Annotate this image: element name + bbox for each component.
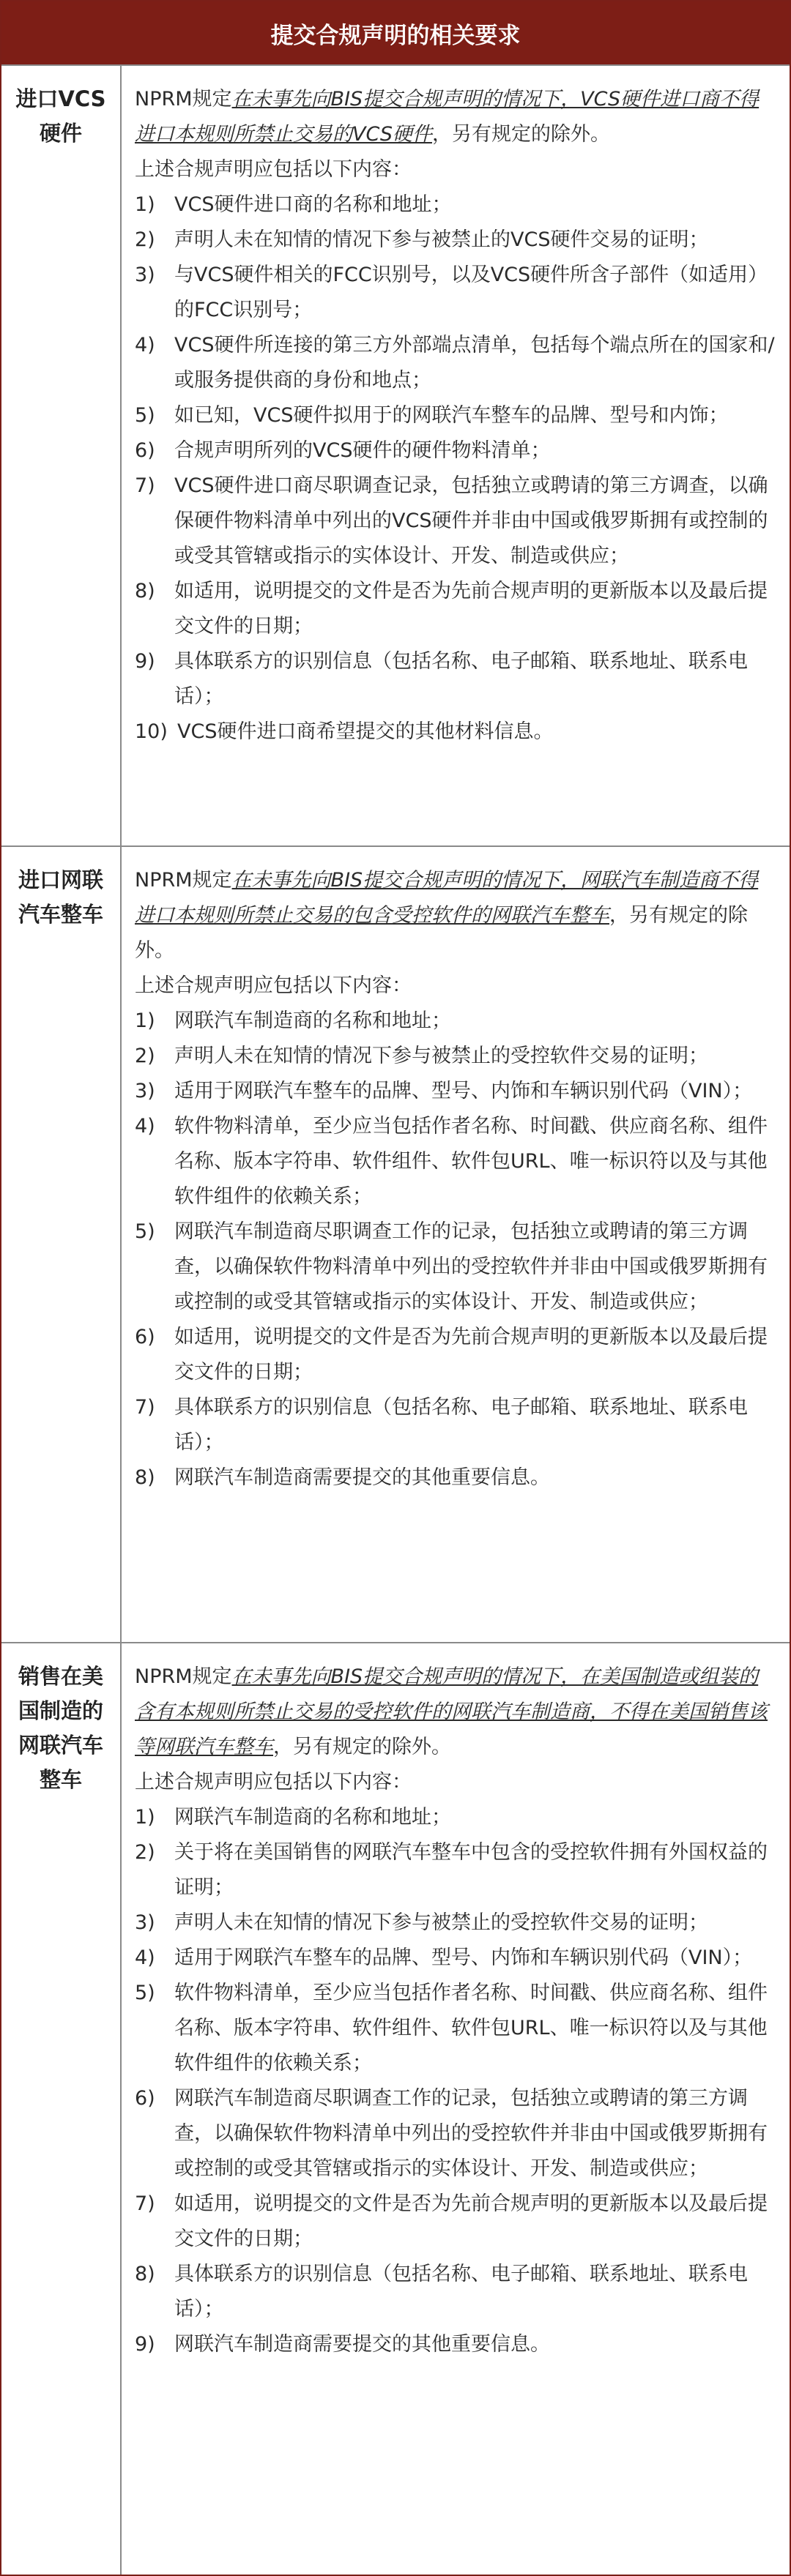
item-number: 6) <box>135 1325 155 1348</box>
item-text: 声明人未在知情的情况下参与被禁止的受控软件交易的证明； <box>174 1044 708 1067</box>
item-number: 4) <box>135 1946 155 1970</box>
row-label: 进口VCS硬件 <box>1 66 122 845</box>
list-item <box>135 2081 776 2187</box>
item-text: 网联汽车制造商需要提交的其他重要信息。 <box>174 2333 550 2356</box>
list-item <box>135 1320 776 1390</box>
row-label: 销售在美国制造的网联汽车整车 <box>1 1643 122 2575</box>
list-item <box>135 2327 776 2362</box>
list-item <box>135 1941 776 1976</box>
item-number: 6) <box>135 2087 155 2110</box>
item-number: 7) <box>135 474 155 497</box>
item-number: 1) <box>135 1009 155 1032</box>
lead-text: 上述合规声明应包括以下内容： <box>135 974 412 997</box>
table-title: 提交合规声明的相关要求 <box>1 1 790 64</box>
item-number: 8) <box>135 1466 155 1489</box>
item-number: 1) <box>135 193 155 216</box>
list-item <box>135 468 776 574</box>
item-number: 1) <box>135 1806 155 1829</box>
item-number: 8) <box>135 580 155 602</box>
table-row-import-connected-vehicle <box>1 845 790 1643</box>
list-item <box>135 223 776 258</box>
intro-suffix: ，另有规定的除外。 <box>135 903 748 962</box>
item-number: 3) <box>135 1911 155 1935</box>
item-number: 2) <box>135 1044 155 1067</box>
item-number: 8) <box>135 2263 155 2286</box>
list-item <box>135 2187 776 2257</box>
item-text: 适用于网联汽车整车的品牌、型号、内饰和车辆识别代码（VIN）； <box>174 1079 753 1102</box>
intro-suffix: ，另有规定的除外。 <box>431 123 610 146</box>
item-text: 如适用，说明提交的文件是否为先前合规声明的更新版本以及最后提交文件的日期； <box>174 580 768 638</box>
item-number: 4) <box>135 334 155 356</box>
item-number: 10) <box>135 720 168 743</box>
lead-text: 上述合规声明应包括以下内容： <box>135 158 412 181</box>
list-item <box>135 1039 776 1074</box>
requirement-list <box>135 1800 776 2362</box>
item-text: 具体联系方的识别信息（包括名称、电子邮箱、联系地址、联系电话）； <box>174 2263 748 2321</box>
item-number: 2) <box>135 1841 155 1864</box>
item-text: 声明人未在知情的情况下参与被禁止的受控软件交易的证明； <box>174 1911 708 1935</box>
item-text: 与VCS硬件相关的FCC识别号，以及VCS硬件所含子部件（如适用）的FCC识别号； <box>174 264 768 321</box>
item-text: 网联汽车制造商需要提交的其他重要信息。 <box>174 1466 550 1489</box>
item-text: 网联汽车制造商的名称和地址； <box>174 1806 451 1829</box>
intro-prefix: NPRM规定 <box>135 1665 232 1689</box>
intro-emphasis: 在未事先向BIS提交合规声明的情况下，在美国制造或组装的含有本规则所禁止交易的受控软件的网联汽车制造商，不得在美国销售该等网联汽车整车 <box>135 1665 768 1759</box>
intro-paragraph <box>135 1660 776 1765</box>
list-item <box>135 1976 776 2081</box>
item-number: 5) <box>135 1982 155 2005</box>
list-item <box>135 1004 776 1039</box>
item-text: 软件物料清单，至少应当包括作者名称、时间戳、供应商名称、组件名称、版本字符串、软件组件、软件包URL、唯一标识符以及与其他软件组件的依赖关系； <box>174 1982 768 2075</box>
requirement-list <box>135 187 776 750</box>
intro-prefix: NPRM规定 <box>135 88 232 111</box>
item-number: 9) <box>135 2333 155 2356</box>
item-text: VCS硬件所连接的第三方外部端点清单，包括每个端点所在的国家和/或服务提供商的身份和地点； <box>174 334 775 392</box>
lead-text: 上述合规声明应包括以下内容： <box>135 1771 412 1794</box>
list-item <box>135 644 776 714</box>
item-text: 如已知，VCS硬件拟用于的网联汽车整车的品牌、型号和内饰； <box>174 404 729 427</box>
list-item <box>135 328 776 398</box>
intro-suffix: ，另有规定的除外。 <box>273 1736 451 1759</box>
item-number: 9) <box>135 650 155 673</box>
item-number: 2) <box>135 228 155 251</box>
item-number: 3) <box>135 1079 155 1102</box>
list-item <box>135 1390 776 1460</box>
list-item <box>135 1905 776 1941</box>
list-item <box>135 574 776 644</box>
item-text: 如适用，说明提交的文件是否为先前合规声明的更新版本以及最后提交文件的日期； <box>174 2192 768 2251</box>
row-content <box>122 847 790 1643</box>
list-item <box>135 2257 776 2327</box>
item-text: 网联汽车制造商尽职调查工作的记录，包括独立或聘请的第三方调查，以确保软件物料清单中列出的受控软件并非由中国或俄罗斯拥有或控制的或受其管辖或指示的实体设计、开发、制造或供应； <box>174 2087 768 2181</box>
intro-paragraph <box>135 82 776 152</box>
list-item <box>135 1074 776 1109</box>
list-item <box>135 258 776 328</box>
item-number: 5) <box>135 1220 155 1243</box>
item-text: 网联汽车制造商尽职调查工作的记录，包括独立或聘请的第三方调查，以确保软件物料清单中列出的受控软件并非由中国或俄罗斯拥有或控制的或受其管辖或指示的实体设计、开发、制造或供应； <box>174 1220 768 1313</box>
table-row-import-vcs-hardware <box>1 64 790 845</box>
requirement-list <box>135 1004 776 1496</box>
item-number: 5) <box>135 404 155 427</box>
list-item <box>135 1109 776 1214</box>
item-text: 具体联系方的识别信息（包括名称、电子邮箱、联系地址、联系电话）； <box>174 1395 748 1454</box>
item-text: 声明人未在知情的情况下参与被禁止的VCS硬件交易的证明； <box>174 228 709 251</box>
item-text: 软件物料清单，至少应当包括作者名称、时间戳、供应商名称、组件名称、版本字符串、软件组件、软件包URL、唯一标识符以及与其他软件组件的依赖关系； <box>174 1114 768 1208</box>
row-content <box>122 1643 790 2575</box>
item-number: 6) <box>135 439 155 462</box>
row-label: 进口网联汽车整车 <box>1 847 122 1643</box>
item-text: 如适用，说明提交的文件是否为先前合规声明的更新版本以及最后提交文件的日期； <box>174 1325 768 1384</box>
intro-emphasis: 在未事先向BIS提交合规声明的情况下，网联汽车制造商不得进口本规则所禁止交易的包含受控软件的网联汽车整车 <box>135 868 759 927</box>
item-number: 4) <box>135 1114 155 1138</box>
list-item <box>135 1800 776 1835</box>
item-text: 合规声明所列的VCS硬件的硬件物料清单； <box>174 439 551 462</box>
intro-emphasis: 在未事先向BIS提交合规声明的情况下，VCS硬件进口商不得进口本规则所禁止交易的VCS硬件 <box>135 88 760 146</box>
list-item <box>135 187 776 223</box>
item-number: 7) <box>135 2192 155 2216</box>
table-row-sell-us-made-vehicle <box>1 1642 790 2575</box>
item-text: 适用于网联汽车整车的品牌、型号、内饰和车辆识别代码（VIN）； <box>174 1946 753 1970</box>
list-item <box>135 398 776 433</box>
item-text: VCS硬件进口商的名称和地址； <box>174 193 452 216</box>
intro-prefix: NPRM规定 <box>135 868 232 892</box>
list-item <box>135 1835 776 1905</box>
list-item <box>135 1460 776 1496</box>
item-text: VCS硬件进口商尽职调查记录，包括独立或聘请的第三方调查，以确保硬件物料清单中列出的VCS硬件并非由中国或俄罗斯拥有或控制的或受其管辖或指示的实体设计、开发、制造或供应； <box>174 474 768 567</box>
list-item <box>135 1214 776 1320</box>
item-text: 网联汽车制造商的名称和地址； <box>174 1009 451 1032</box>
list-item <box>135 433 776 468</box>
row-content <box>122 66 790 845</box>
item-number: 3) <box>135 264 155 286</box>
item-text: 关于将在美国销售的网联汽车整车中包含的受控软件拥有外国权益的证明； <box>174 1841 768 1900</box>
item-number: 7) <box>135 1395 155 1419</box>
list-item <box>135 714 776 750</box>
intro-paragraph <box>135 863 776 968</box>
item-text: 具体联系方的识别信息（包括名称、电子邮箱、联系地址、联系电话）； <box>174 650 748 708</box>
item-text: VCS硬件进口商希望提交的其他材料信息。 <box>177 720 554 743</box>
